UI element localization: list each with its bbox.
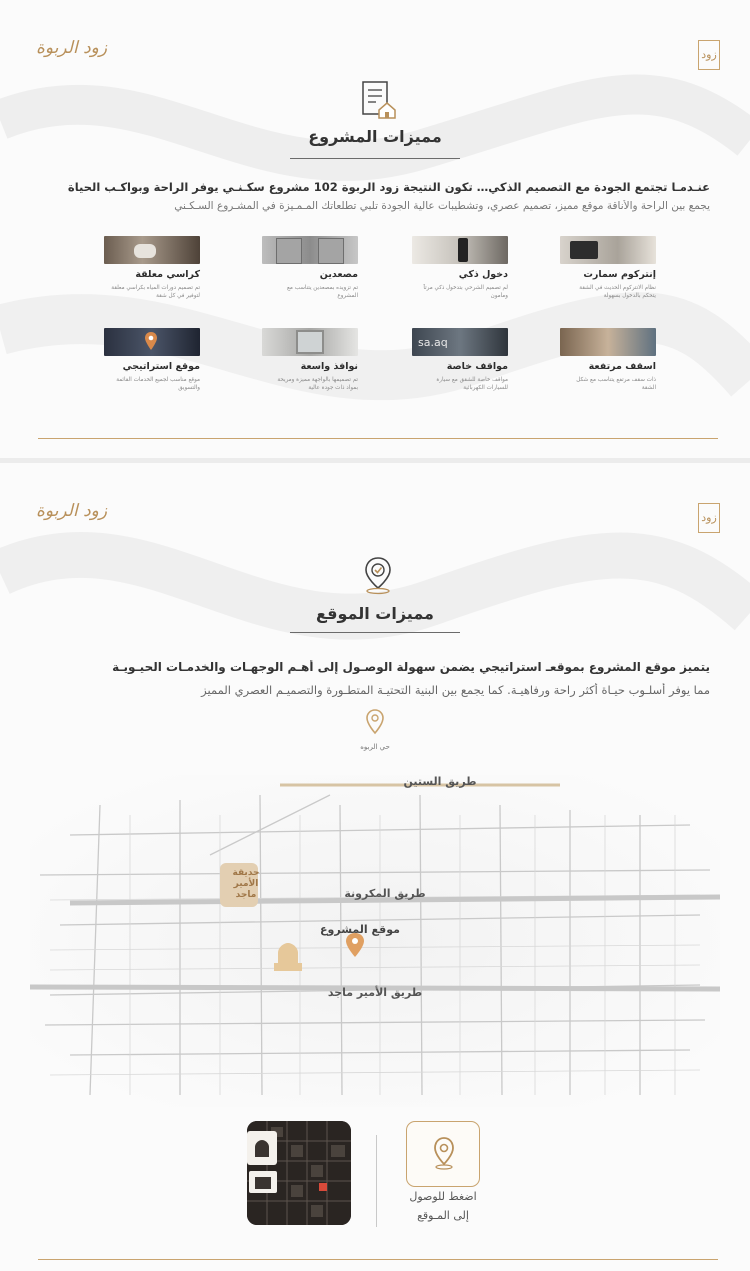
feature-desc-line: ذات سقف مرتفع يتناسب مع شكل (576, 377, 656, 383)
location-bottom-rule (38, 1259, 718, 1260)
feature-title: موقع استراتيجي (122, 361, 200, 372)
feature-title: كراسي معلقة (135, 269, 200, 280)
location-map (30, 775, 720, 1107)
feature-title: إنتركوم سمارت (583, 269, 656, 280)
parking-photo (412, 328, 508, 356)
feature-card-wide-windows (262, 328, 358, 398)
navigate-button-label[interactable]: إلى المـوقع (417, 1209, 469, 1222)
features-bottom-rule (38, 438, 718, 439)
features-title-rule (290, 158, 460, 159)
district-pin-icon (365, 709, 385, 735)
location-check-icon (359, 555, 397, 595)
feature-desc-line: المشروع (337, 293, 358, 299)
smart-lock-photo (412, 236, 508, 264)
features-panel (0, 0, 750, 458)
feature-title: اسقف مرتفعة (588, 361, 656, 372)
feature-title: دخول ذكي (458, 269, 508, 280)
navigate-location-button[interactable] (406, 1121, 480, 1187)
feature-card-elevators (262, 236, 358, 306)
brand-logo-script: زود الربوة (36, 501, 108, 521)
label-park-line: الأمير (233, 879, 259, 889)
brand-logo-mark: زود (698, 40, 720, 70)
feature-card-wall-hung (104, 236, 200, 306)
navigate-button-label[interactable]: اضغط للوصول (409, 1190, 477, 1203)
features-subline: يجمع بين الراحة والأناقة موقع مميز، تصميم عصري، وتشطيبات عالية الجودة تلبي تطلعاتك المـمـيزة في المشـروع السـكـني (174, 200, 710, 212)
label-road-makrona: طريق المكرونة (344, 887, 426, 900)
feature-card-parking (412, 328, 508, 398)
label-park-line: حديقة (232, 868, 260, 878)
map-pin-icon (144, 331, 158, 351)
feature-desc-line: تم تصميم دورات المياه بكراسي معلقة (111, 285, 200, 291)
district-label: حي الربوه (360, 743, 390, 751)
features-title: مميزات المشروع (308, 127, 442, 146)
features-grid (104, 236, 656, 408)
mini-satellite-map[interactable] (247, 1121, 351, 1225)
feature-desc-line: مواقف خاصة للشقق مع سيارة (436, 377, 508, 383)
navigate-pin-icon (432, 1136, 456, 1170)
feature-title: مصعدين (319, 269, 358, 280)
feature-title: مواقف خاصة (446, 361, 508, 372)
satellite-thumbnail (247, 1121, 351, 1225)
feature-desc-line: بمواد ذات جودة عالية (308, 385, 358, 391)
window-photo (262, 328, 358, 356)
feature-desc-line: الشقة (641, 385, 656, 391)
location-subline: مما يوفر أسلـوب حيـاة أكثر راحة ورفاهيـة. كما يجمع بين البنية التحتيـة المتطـورة والتصميـم العصري المميز (201, 683, 710, 697)
feature-card-strategic-location (104, 328, 200, 398)
feature-desc-line: لتوفير في كل شقة (156, 293, 200, 299)
feature-desc-line: لم تصميم الشرحي بتدخول ذكي مرتاً (423, 285, 508, 291)
parking-sign-text: sa.aq (418, 336, 448, 349)
feature-desc-line: تم تزويده بمصعدين يتناسب مع (286, 285, 358, 291)
feature-desc-line: ومأمون (490, 293, 508, 299)
location-panel (0, 463, 750, 1271)
feature-card-smart-entry (412, 236, 508, 306)
label-project: موقع المشروع (320, 923, 400, 936)
feature-desc-line: للسيارات الكهربائية (463, 385, 508, 391)
brand-logo-script: زود الربوة (36, 38, 108, 58)
document-house-icon (359, 80, 397, 120)
feature-desc-line: موقع مناسب لجميع الخدمات القائمة (116, 377, 200, 383)
location-title-rule (290, 632, 460, 633)
ceiling-photo (560, 328, 656, 356)
intercom-photo (560, 236, 656, 264)
feature-desc-line: تم تصميمها بالواجهة مميزة ومريحة (277, 377, 358, 383)
toilet-photo (104, 236, 200, 264)
feature-card-high-ceilings (560, 328, 656, 398)
features-headline: عنـدمـا تجتمع الجودة مع التصميم الذكي… تكون النتيجة زود الربوة 102 مشروع سكـنـي يوفر الراحة وبواكـب الحياة (67, 180, 710, 194)
feature-desc-line: والتسويق (178, 385, 200, 391)
label-park-line: ماجد (235, 890, 257, 900)
location-title: مميزات الموقع (316, 604, 434, 623)
elevator-photo (262, 236, 358, 264)
map-photo (104, 328, 200, 356)
label-road-prince: طريق الأمير ماجد (327, 986, 423, 999)
feature-card-intercom (560, 236, 656, 306)
location-headline: يتميز موقع المشروع بموقعـ استراتيجي يضمن سهولة الوصـول إلى أهـم الوجهـات والخدمـات الحيـويـة (112, 660, 710, 674)
label-road-sitteen: طريق الستين (403, 775, 477, 788)
vertical-divider (376, 1135, 377, 1227)
brand-logo-mark: زود (698, 503, 720, 533)
feature-desc-line: يتحكم بالدخول بسهولة (603, 293, 656, 299)
feature-desc-line: نظام الانتركوم الحديث في الشقة (579, 285, 656, 291)
feature-title: نوافذ واسعة (300, 361, 358, 372)
